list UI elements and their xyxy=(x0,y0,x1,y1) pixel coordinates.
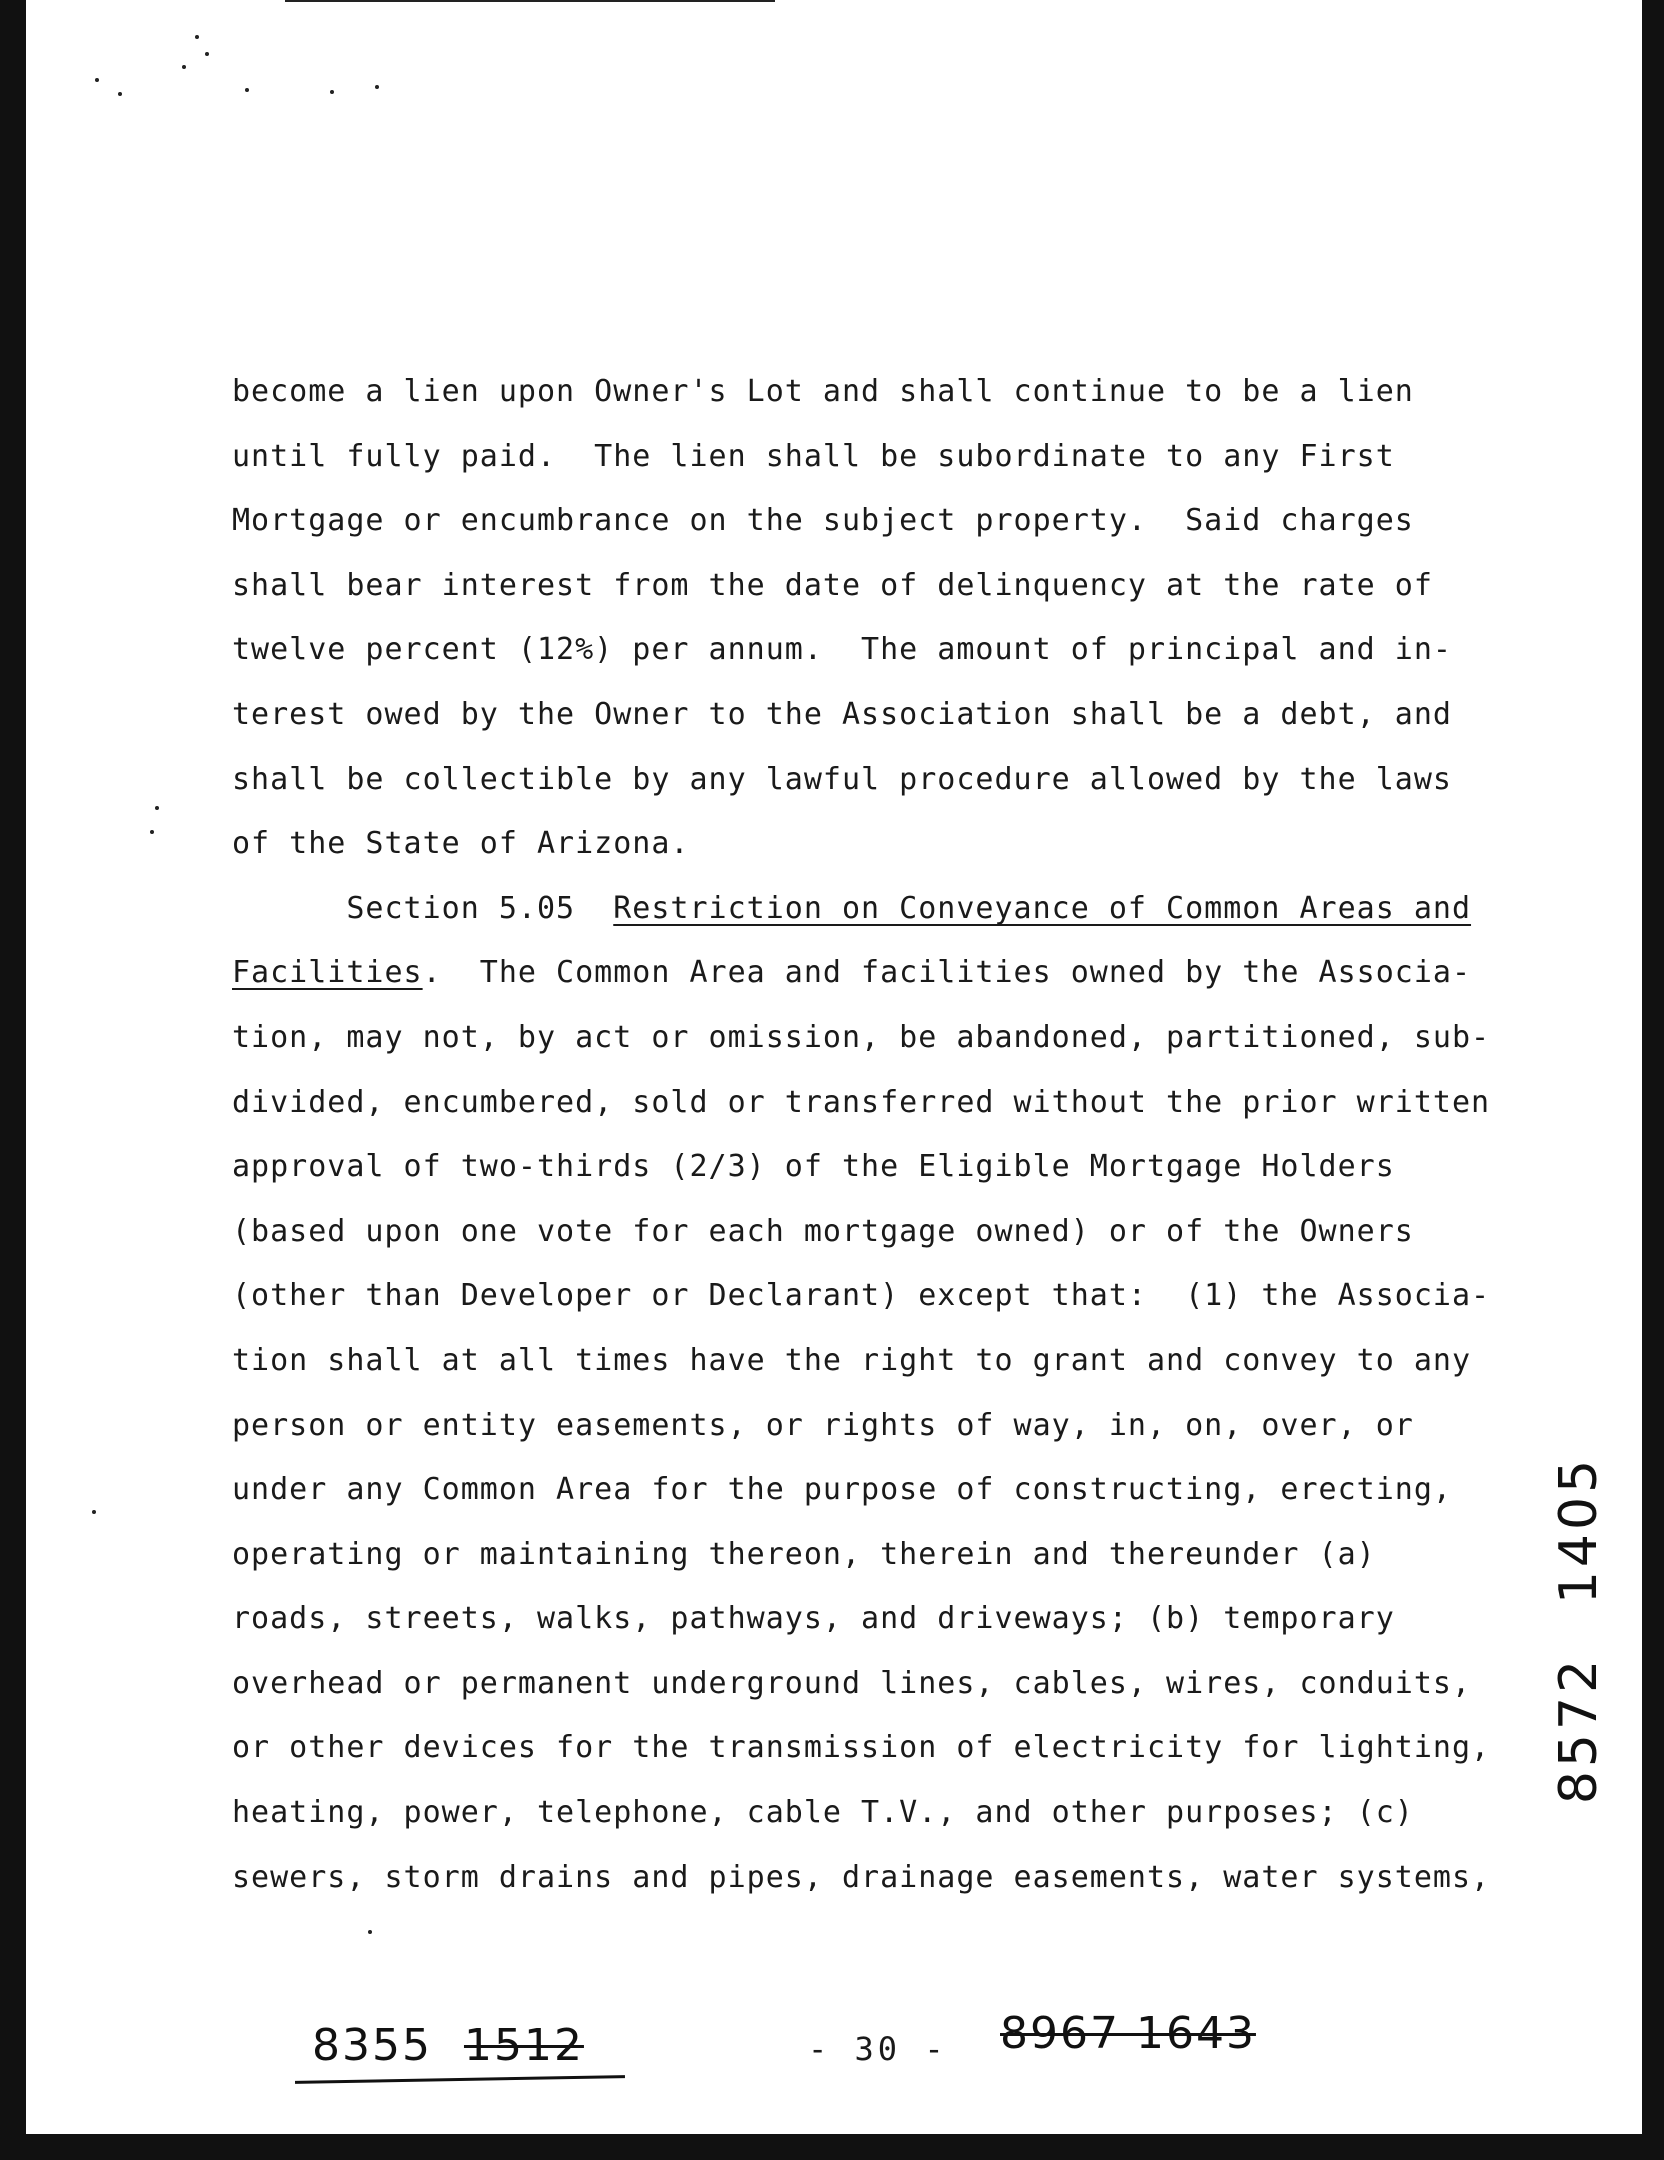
section-heading-title-cont: Facilities xyxy=(232,955,423,991)
scan-speck xyxy=(95,78,99,82)
text-line: Mortgage or encumbrance on the subject property. Said charges xyxy=(232,503,1414,539)
text-line: shall be collectible by any lawful procedure allowed by the laws xyxy=(232,761,1452,797)
footer-stamp-right xyxy=(1000,2008,1256,2059)
scan-speck xyxy=(368,1930,372,1934)
text-line: tion shall at all times have the right to grant and convey to any xyxy=(232,1342,1471,1378)
footer-stamp-left xyxy=(312,2020,584,2071)
text-line: until fully paid. The lien shall be subordinate to any First xyxy=(232,438,1395,474)
text-line: terest owed by the Owner to the Association shall be a debt, and xyxy=(232,696,1452,732)
text-line: of the State of Arizona. xyxy=(232,826,690,862)
text-line: (other than Developer or Declarant) except that: (1) the Associa- xyxy=(232,1278,1491,1314)
scan-speck xyxy=(195,35,199,39)
text-line: become a lien upon Owner's Lot and shall continue to be a lien xyxy=(232,374,1414,409)
text-line: shall bear interest from the date of delinquency at the rate of xyxy=(232,567,1433,603)
text-line: person or entity easements, or rights of way, in, on, over, or xyxy=(232,1407,1414,1443)
page-number: - 30 - xyxy=(808,2030,948,2068)
section-text: . The Common Area and facilities owned by the Associa- xyxy=(422,955,1472,991)
scan-speck xyxy=(330,90,334,94)
side-stamp-number-top: 1405 xyxy=(1549,1455,1610,1605)
text-line: or other devices for the transmission of electricity for lighting, xyxy=(232,1730,1491,1766)
side-stamp-number-bottom: 8572 xyxy=(1549,1655,1610,1805)
text-line: under any Common Area for the purpose of constructing, erecting, xyxy=(232,1472,1452,1508)
footer-underline xyxy=(295,2075,625,2084)
text-line: roads, streets, walks, pathways, and driveways; (b) temporary xyxy=(232,1601,1395,1637)
scan-speck xyxy=(150,830,154,834)
text-line: overhead or permanent underground lines, cables, wires, conduits, xyxy=(232,1665,1471,1701)
scan-edge-bottom xyxy=(0,2134,1664,2160)
scan-edge-left xyxy=(0,0,26,2160)
scan-speck xyxy=(375,85,379,89)
text-line: heating, power, telephone, cable T.V., and other purposes; (c) xyxy=(232,1795,1414,1831)
scan-speck xyxy=(118,92,122,96)
text-line: divided, encumbered, sold or transferred without the prior written xyxy=(232,1084,1491,1120)
section-heading-line-2 xyxy=(232,941,1522,1006)
text-line: (based upon one vote for each mortgage owned) or of the Owners xyxy=(232,1213,1414,1249)
section-heading-line xyxy=(232,877,1522,942)
scan-speck xyxy=(155,806,159,810)
footer-left-number: 8355 xyxy=(312,2020,432,2071)
scan-edge-right xyxy=(1642,0,1664,2160)
text-line: sewers, storm drains and pipes, drainage easements, water systems, xyxy=(232,1859,1491,1895)
text-line: approval of two-thirds (2/3) of the Eligible Mortgage Holders xyxy=(232,1149,1395,1185)
text-line: operating or maintaining thereon, therein and thereunder (a) xyxy=(232,1536,1376,1572)
top-rule xyxy=(285,0,775,2)
section-label: Section 5.05 xyxy=(346,890,576,926)
text-line: tion, may not, by act or omission, be abandoned, partitioned, sub- xyxy=(232,1019,1491,1055)
scan-speck xyxy=(92,1510,96,1514)
footer-right-struck: 8967 1643 xyxy=(1000,2008,1256,2059)
scan-speck xyxy=(205,52,209,56)
text-line: twelve percent (12%) per annum. The amount of principal and in- xyxy=(232,632,1452,668)
document-body xyxy=(232,360,1522,1910)
footer-left-struck: 1512 xyxy=(463,2020,584,2071)
scan-speck xyxy=(245,88,249,92)
scan-speck xyxy=(182,65,186,69)
section-heading-title: Restriction on Conveyance of Common Areas and xyxy=(613,890,1472,926)
